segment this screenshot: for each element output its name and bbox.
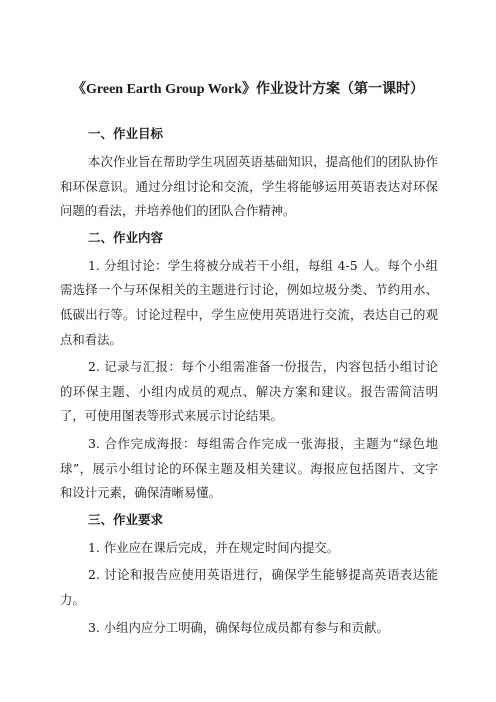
section-heading-content: 二、作业内容 — [88, 229, 164, 245]
content-item-3: 3. 合作完成海报：每组需合作完成一张海报，主题为“绿色地球”，展示小组讨论的环保主题及相关建议。海报应包括图片、文字和设计元素，确保清晰易懂。 — [60, 435, 438, 501]
section-heading-requirements: 三、作业要求 — [88, 511, 164, 527]
requirement-item-3: 3. 小组内应分工明确，确保每位成员都有参与和贡献。 — [88, 619, 389, 635]
content-item-1: 1. 分组讨论：学生将被分成若干小组，每组 4-5 人。每个小组需选择一个与环保相关的主题进行讨论，例如垃圾分类、节约用水、低碳出行等。讨论过程中，学生应使用英语进行交流，表达自己的观点和看法。 — [60, 257, 438, 347]
document-title: 《Green Earth Group Work》作业设计方案（第一课时） — [72, 82, 424, 97]
section-heading-goals: 一、作业目标 — [88, 126, 164, 141]
requirement-item-1: 1. 作业应在课后完成，并在规定时间内提交。 — [88, 539, 340, 555]
goals-paragraph: 本次作业旨在帮助学生巩固英语基础知识，提高他们的团队协作和环保意识。通过分组讨论和交流，学生将能够运用英语表达对环保问题的看法，并培养他们的团队合作精神。 — [60, 154, 438, 219]
document-body — [60, 126, 438, 640]
requirement-item-2: 2. 讨论和报告应使用英语进行，确保学生能够提高英语表达能力。 — [60, 567, 438, 607]
content-item-2: 2. 记录与汇报：每个小组需准备一份报告，内容包括小组讨论的环保主题、小组内成员的观点、解决方案和建议。报告需简洁明了，可使用图表等形式来展示讨论结果。 — [60, 359, 438, 424]
